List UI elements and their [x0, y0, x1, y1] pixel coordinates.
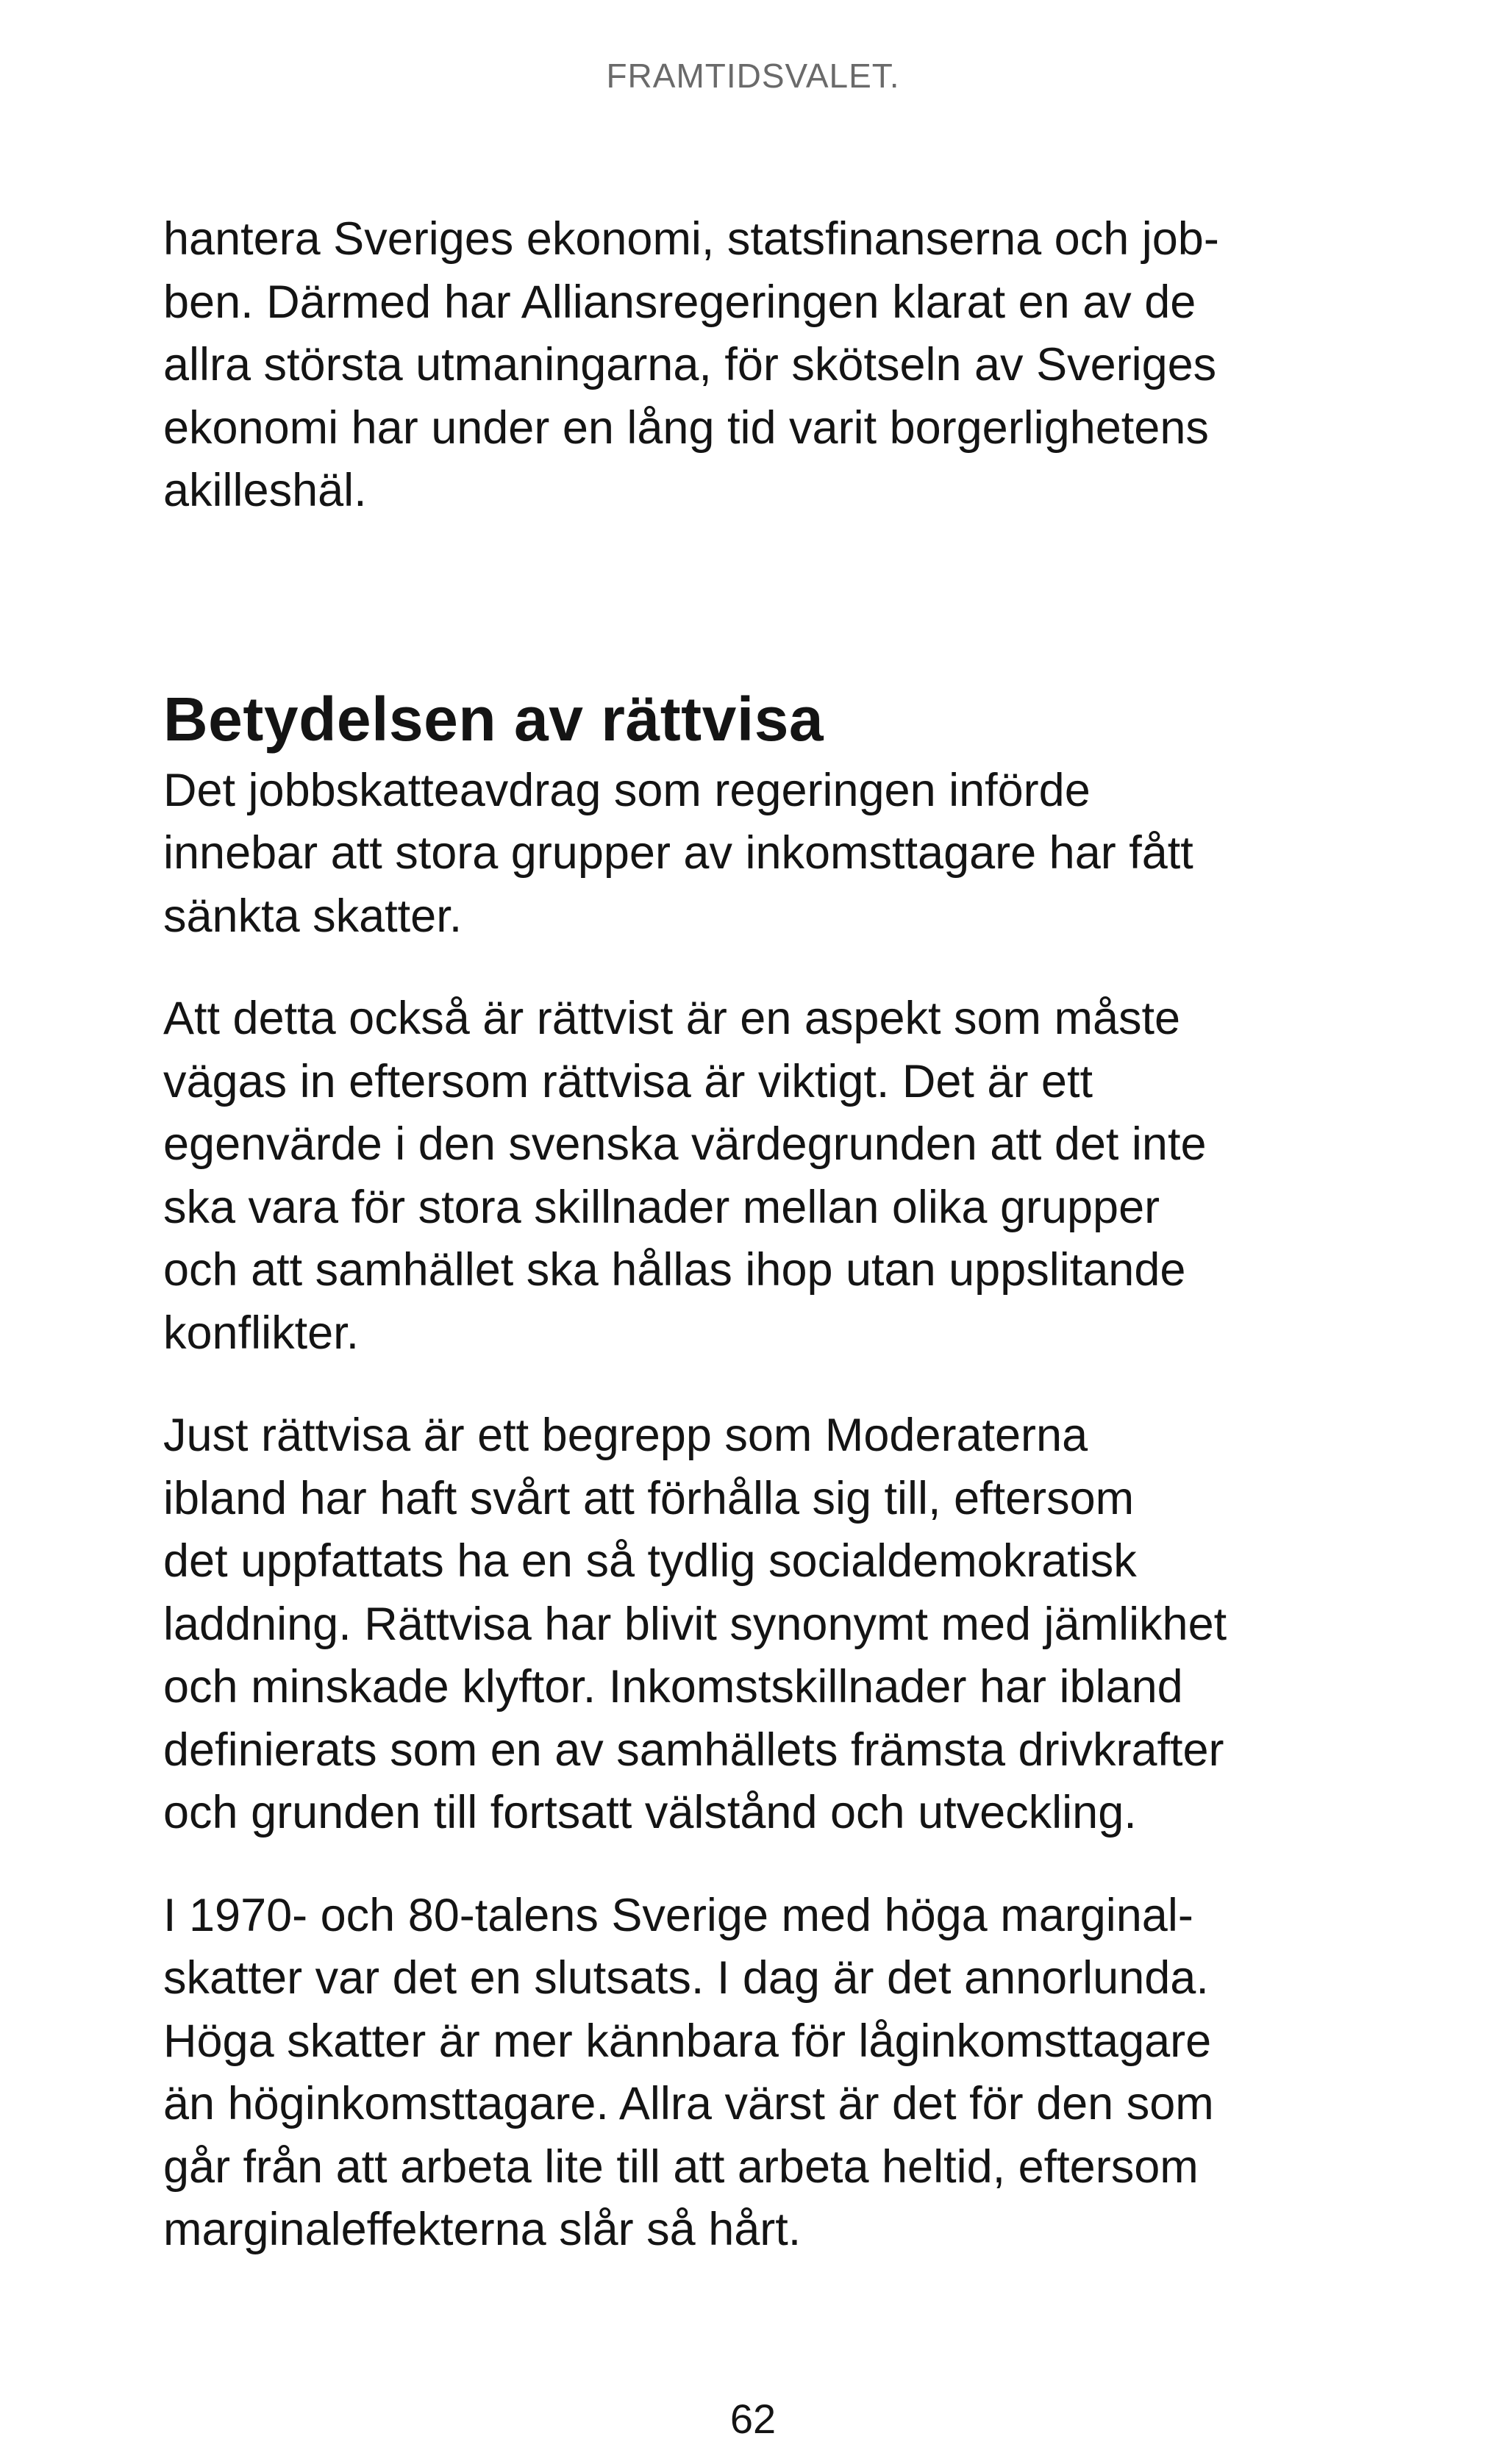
- running-header: FRAMTIDSVALET.: [606, 57, 900, 95]
- body-paragraph-3: Just rättvisa är ett begrepp som Moderaterna ibland har haft svårt att förhålla sig till, eftersom det uppfattats ha en så tydlig socialdemokratisk laddning. Rättvisa har blivit synonymt med jämlikhet och minskade klyftor. Inkomstskillnader har ibland definierats som en av samhällets främsta drivkrafter och grunden till fortsatt välstånd och utveckling.: [163, 1410, 1227, 1838]
- body-paragraph-1: Det jobbskatteavdrag som regeringen införde innebar att stora grupper av inkomsttagare har fått sänkta skatter.: [163, 764, 1193, 942]
- section-heading: Betydelsen av rättvisa: [163, 684, 824, 754]
- body-paragraph-2: Att detta också är rättvist är en aspekt som måste vägas in eftersom rättvisa är viktigt. Det är ett egenvärde i den svenska värdegrunden att det inte ska vara för stora skillnader mellan olika grupper och att samhället ska hållas ihop utan uppslitande konflikter.: [163, 993, 1207, 1359]
- body-paragraph-4: I 1970- och 80-talens Sverige med höga marginal- skatter var det en slutsats. I dag är det annorlunda. Höga skatter är mer kännbara för låginkomsttagare än höginkomsttagare. Allra värst är det för den som går från att arbeta lite till att arbeta heltid, eftersom marginaleffekterna slår så hårt.: [163, 1889, 1214, 2255]
- page-number: 62: [729, 2396, 777, 2442]
- page-content: [163, 208, 1281, 2262]
- intro-paragraph: hantera Sveriges ekonomi, statsfinanserna och job- ben. Därmed har Alliansregeringen klarat en av de allra största utmaningarna, för skötseln av Sveriges ekonomi har under en lång tid varit borgerlighetens akilleshäl.: [163, 213, 1219, 516]
